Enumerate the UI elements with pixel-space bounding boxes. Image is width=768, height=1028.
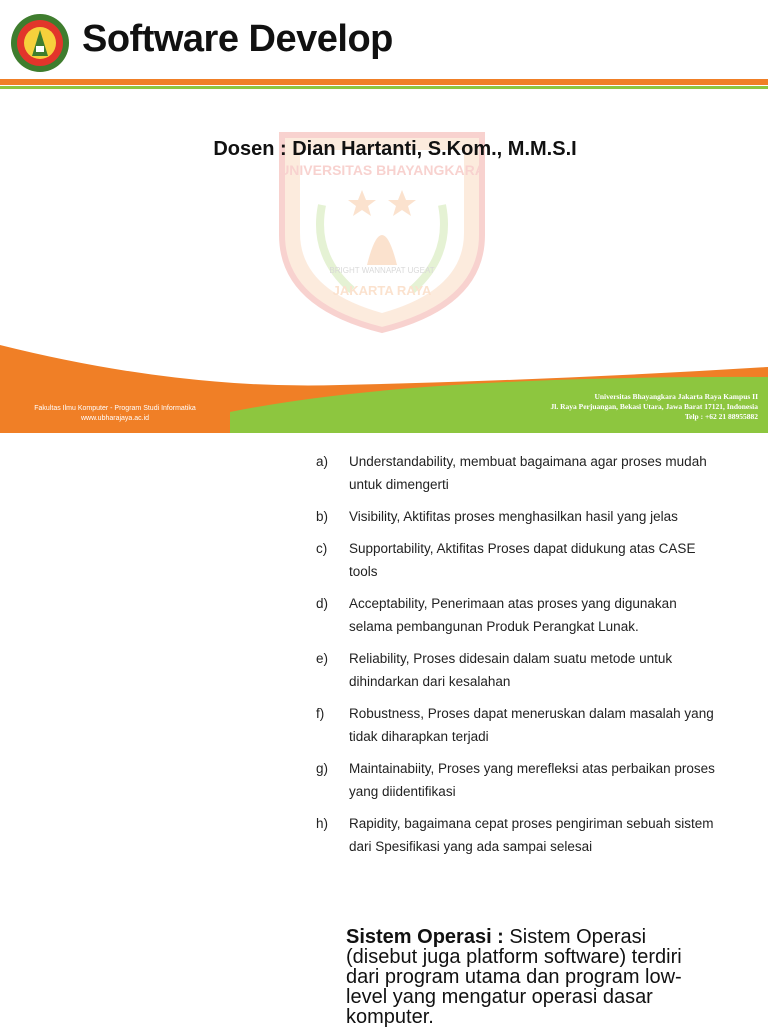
list-marker: g) [316, 761, 329, 776]
list-item [316, 757, 716, 803]
footer-address: Jl. Raya Perjuangan, Bekasi Utara, Jawa Barat 17121, Indonesia [550, 402, 758, 411]
footer-campus-address [458, 392, 758, 422]
list-item [316, 702, 716, 748]
list-item-text: Understandability, membuat bagaimana agar proses mudah untuk dimengerti [349, 454, 707, 492]
lecturer-name: Dosen : Dian Hartanti, S.Kom., M.M.S.I [213, 138, 577, 160]
process-characteristics-list [316, 450, 716, 867]
list-item [316, 537, 716, 583]
footer-faculty-info [0, 398, 230, 433]
list-item-text: Supportability, Aktifitas Proses dapat didukung atas CASE tools [349, 541, 696, 579]
list-item [316, 450, 716, 496]
list-item-text: Robustness, Proses dapat meneruskan dalam masalah yang tidak diharapkan terjadi [349, 706, 714, 744]
watermark-arc-text: UNIVERSITAS BHAYANGKARA [279, 162, 485, 178]
list-marker: e) [316, 651, 329, 666]
slide-page [0, 0, 768, 433]
slide-title: Software Develop [82, 18, 393, 60]
os-term: Sistem Operasi : [346, 926, 504, 948]
list-item [316, 812, 716, 858]
list-item-text: Visibility, Aktifitas proses menghasilkan hasil yang jelas [349, 509, 678, 524]
list-marker: a) [316, 454, 329, 469]
list-item [316, 505, 716, 528]
university-logo-icon [10, 12, 70, 74]
list-item [316, 592, 716, 638]
header-stripe-green [0, 86, 768, 89]
list-item [316, 647, 716, 693]
footer-campus: Universitas Bhayangkara Jakarta Raya Kampus II [594, 392, 758, 401]
list-marker: h) [316, 816, 329, 831]
header-stripe-orange [0, 79, 768, 85]
list-marker: f) [316, 706, 325, 721]
footer-website: www.ubharajaya.ac.id [80, 415, 150, 422]
footer-phone: Telp : +62 21 88955882 [684, 412, 758, 421]
list-marker: d) [316, 596, 329, 611]
university-seal-watermark-icon [262, 95, 502, 335]
os-definition-text: Sistem Operasi (disebut juga platform software) terdiri dari program utama dan program low-level yang mengatur operasi dasar komputer. [346, 926, 682, 1028]
list-marker: b) [316, 509, 329, 524]
list-item-text: Maintainabiity, Proses yang merefleksi atas perbaikan proses yang diidentifikasi [349, 761, 715, 799]
watermark-motto: BRIGHT WANNAPAT UGEAT [329, 266, 435, 275]
footer-faculty: Fakultas Ilmu Komputer - Program Studi Informatika [34, 405, 196, 412]
list-marker: c) [316, 541, 328, 556]
watermark-place: JAKARTA RAYA [332, 283, 432, 298]
list-item-text: Rapidity, bagaimana cepat proses pengiriman sebuah sistem dari Spesifikasi yang ada sampai selesai [349, 816, 714, 854]
list-item-text: Acceptability, Penerimaan atas proses yang digunakan selama pembangunan Produk Perangkat Lunak. [349, 596, 677, 634]
os-definition [346, 927, 706, 1027]
list-item-text: Reliability, Proses didesain dalam suatu metode untuk dihindarkan dari kesalahan [349, 651, 673, 689]
